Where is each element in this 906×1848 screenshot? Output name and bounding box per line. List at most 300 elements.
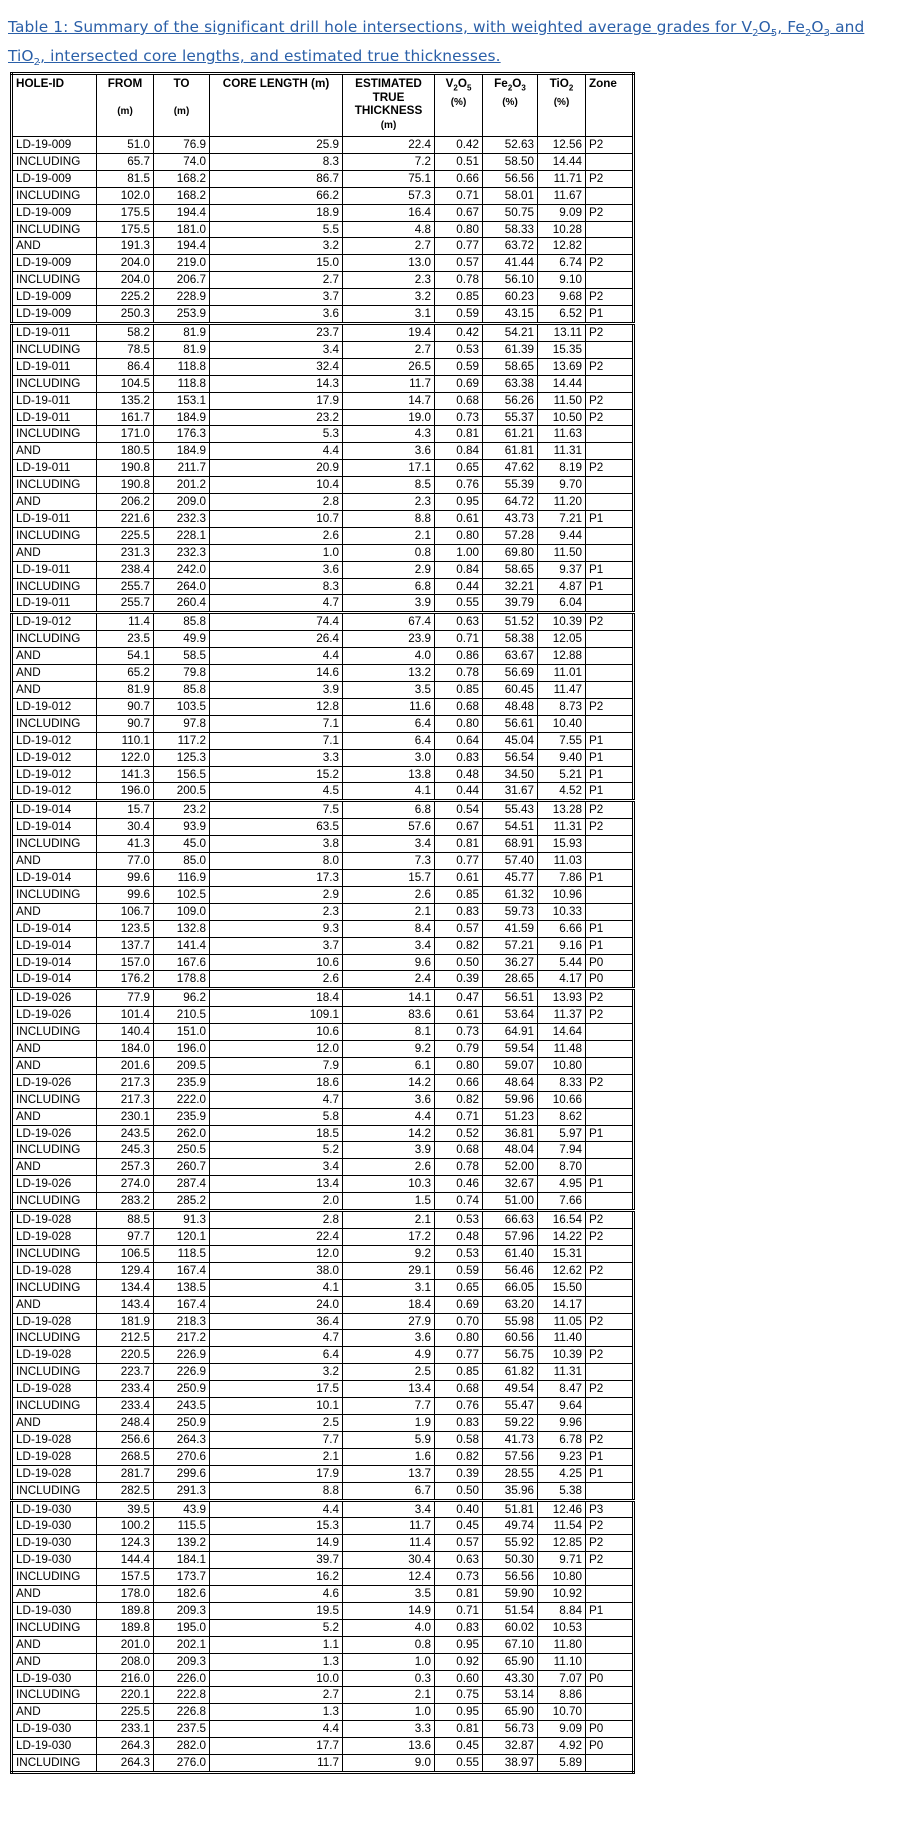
cell-est-thickness: 3.5: [343, 1586, 435, 1603]
cell-hole-id: LD-19-011: [12, 323, 97, 341]
cell-zone: [586, 853, 634, 870]
cell-fe2o3: 32.87: [483, 1738, 538, 1755]
cell-core-length: 15.0: [210, 255, 343, 272]
cell-from: 100.2: [97, 1518, 154, 1535]
cell-v2o5: 0.57: [435, 920, 483, 937]
cell-fe2o3: 61.81: [483, 443, 538, 460]
cell-tio2: 9.64: [538, 1398, 586, 1415]
cell-from: 135.2: [97, 392, 154, 409]
cell-est-thickness: 3.1: [343, 306, 435, 324]
cell-zone: [586, 1704, 634, 1721]
cell-zone: P2: [586, 1313, 634, 1330]
cell-to: 237.5: [154, 1721, 210, 1738]
cell-to: 226.9: [154, 1364, 210, 1381]
cell-v2o5: 0.48: [435, 1229, 483, 1246]
cell-zone: [586, 1636, 634, 1653]
cell-core-length: 1.3: [210, 1704, 343, 1721]
cell-tio2: 11.03: [538, 853, 586, 870]
cell-hole-id: LD-19-009: [12, 289, 97, 306]
cell-tio2: 9.96: [538, 1414, 586, 1431]
cell-v2o5: 0.42: [435, 137, 483, 154]
cell-zone: [586, 648, 634, 665]
cell-core-length: 17.9: [210, 392, 343, 409]
cell-est-thickness: 2.1: [343, 1687, 435, 1704]
cell-from: 238.4: [97, 561, 154, 578]
cell-hole-id: LD-19-011: [12, 595, 97, 613]
cell-tio2: 11.40: [538, 1330, 586, 1347]
cell-fe2o3: 59.54: [483, 1041, 538, 1058]
cell-zone: [586, 1586, 634, 1603]
cell-to: 222.8: [154, 1687, 210, 1704]
cell-core-length: 2.0: [210, 1193, 343, 1211]
cell-tio2: 9.23: [538, 1448, 586, 1465]
cell-hole-id: LD-19-030: [12, 1670, 97, 1687]
cell-to: 282.0: [154, 1738, 210, 1755]
cell-hole-id: LD-19-026: [12, 989, 97, 1007]
cell-tio2: 11.50: [538, 544, 586, 561]
cell-core-length: 4.4: [210, 1721, 343, 1738]
table-row: [12, 1738, 634, 1755]
cell-tio2: 12.82: [538, 238, 586, 255]
cell-tio2: 9.09: [538, 204, 586, 221]
cell-hole-id: INCLUDING: [12, 1024, 97, 1041]
cell-est-thickness: 1.6: [343, 1448, 435, 1465]
cell-fe2o3: 55.39: [483, 477, 538, 494]
cell-to: 120.1: [154, 1229, 210, 1246]
cell-tio2: 12.05: [538, 631, 586, 648]
table-row: [12, 510, 634, 527]
cell-zone: [586, 1142, 634, 1159]
cell-hole-id: AND: [12, 1041, 97, 1058]
cell-core-length: 36.4: [210, 1313, 343, 1330]
cell-est-thickness: 6.8: [343, 578, 435, 595]
cell-fe2o3: 51.52: [483, 613, 538, 631]
cell-tio2: 9.09: [538, 1721, 586, 1738]
cell-fe2o3: 69.80: [483, 544, 538, 561]
cell-from: 217.3: [97, 1091, 154, 1108]
cell-v2o5: 0.61: [435, 510, 483, 527]
cell-fe2o3: 61.39: [483, 341, 538, 358]
cell-est-thickness: 3.6: [343, 1091, 435, 1108]
cell-to: 49.9: [154, 631, 210, 648]
table-row: [12, 153, 634, 170]
cell-v2o5: 0.53: [435, 1211, 483, 1229]
cell-est-thickness: 75.1: [343, 170, 435, 187]
cell-est-thickness: 2.6: [343, 886, 435, 903]
cell-v2o5: 0.83: [435, 749, 483, 766]
cell-v2o5: 0.76: [435, 477, 483, 494]
cell-tio2: 11.48: [538, 1041, 586, 1058]
cell-from: 171.0: [97, 426, 154, 443]
cell-from: 104.5: [97, 375, 154, 392]
cell-to: 270.6: [154, 1448, 210, 1465]
cell-tio2: 9.71: [538, 1552, 586, 1569]
cell-hole-id: INCLUDING: [12, 272, 97, 289]
cell-to: 195.0: [154, 1619, 210, 1636]
cell-fe2o3: 34.50: [483, 766, 538, 783]
cell-hole-id: LD-19-011: [12, 358, 97, 375]
cell-to: 132.8: [154, 920, 210, 937]
cell-zone: [586, 1279, 634, 1296]
cell-tio2: 15.35: [538, 341, 586, 358]
cell-tio2: 11.31: [538, 819, 586, 836]
cell-core-length: 5.3: [210, 426, 343, 443]
cell-tio2: 14.44: [538, 153, 586, 170]
cell-tio2: 11.67: [538, 187, 586, 204]
cell-v2o5: 0.69: [435, 1296, 483, 1313]
cell-v2o5: 0.85: [435, 1364, 483, 1381]
table-row: [12, 869, 634, 886]
cell-core-length: 10.0: [210, 1670, 343, 1687]
cell-from: 81.9: [97, 682, 154, 699]
cell-v2o5: 0.73: [435, 1569, 483, 1586]
cell-fe2o3: 52.63: [483, 137, 538, 154]
cell-est-thickness: 11.6: [343, 698, 435, 715]
cell-est-thickness: 3.4: [343, 836, 435, 853]
table-row: [12, 1330, 634, 1347]
cell-v2o5: 0.82: [435, 937, 483, 954]
cell-fe2o3: 60.56: [483, 1330, 538, 1347]
cell-fe2o3: 54.21: [483, 323, 538, 341]
cell-tio2: 8.47: [538, 1381, 586, 1398]
cell-from: 90.7: [97, 698, 154, 715]
cell-v2o5: 0.86: [435, 648, 483, 665]
cell-v2o5: 0.73: [435, 409, 483, 426]
cell-to: 206.7: [154, 272, 210, 289]
cell-from: 221.6: [97, 510, 154, 527]
cell-core-length: 3.9: [210, 682, 343, 699]
cell-est-thickness: 14.2: [343, 1125, 435, 1142]
cell-hole-id: LD-19-011: [12, 561, 97, 578]
table-row: [12, 1229, 634, 1246]
cell-fe2o3: 28.65: [483, 971, 538, 989]
cell-est-thickness: 2.1: [343, 527, 435, 544]
cell-from: 124.3: [97, 1535, 154, 1552]
cell-hole-id: INCLUDING: [12, 1364, 97, 1381]
cell-tio2: 5.97: [538, 1125, 586, 1142]
cell-from: 175.5: [97, 204, 154, 221]
cell-v2o5: 0.81: [435, 1586, 483, 1603]
cell-fe2o3: 57.56: [483, 1448, 538, 1465]
cell-est-thickness: 0.3: [343, 1670, 435, 1687]
cell-est-thickness: 26.5: [343, 358, 435, 375]
cell-core-length: 12.0: [210, 1041, 343, 1058]
table-row: [12, 426, 634, 443]
cell-from: 257.3: [97, 1159, 154, 1176]
cell-hole-id: LD-19-009: [12, 306, 97, 324]
cell-to: 173.7: [154, 1569, 210, 1586]
table-row: [12, 989, 634, 1007]
table-row: [12, 1245, 634, 1262]
cell-from: 58.2: [97, 323, 154, 341]
cell-hole-id: LD-19-014: [12, 920, 97, 937]
cell-zone: P2: [586, 613, 634, 631]
cell-fe2o3: 63.38: [483, 375, 538, 392]
cell-est-thickness: 14.7: [343, 392, 435, 409]
cell-tio2: 15.31: [538, 1245, 586, 1262]
cell-hole-id: LD-19-014: [12, 801, 97, 819]
cell-tio2: 4.87: [538, 578, 586, 595]
cell-fe2o3: 61.32: [483, 886, 538, 903]
table-row: [12, 1041, 634, 1058]
cell-fe2o3: 55.92: [483, 1535, 538, 1552]
cell-zone: [586, 426, 634, 443]
cell-from: 122.0: [97, 749, 154, 766]
cell-zone: P0: [586, 971, 634, 989]
cell-zone: P1: [586, 732, 634, 749]
cell-core-length: 13.4: [210, 1176, 343, 1193]
cell-hole-id: AND: [12, 1653, 97, 1670]
cell-from: 65.2: [97, 665, 154, 682]
cell-to: 117.2: [154, 732, 210, 749]
cell-core-length: 2.1: [210, 1448, 343, 1465]
cell-tio2: 10.33: [538, 903, 586, 920]
cell-from: 137.7: [97, 937, 154, 954]
cell-v2o5: 0.59: [435, 358, 483, 375]
cell-est-thickness: 3.9: [343, 1142, 435, 1159]
cell-from: 243.5: [97, 1125, 154, 1142]
table-row: [12, 306, 634, 324]
table-row: [12, 289, 634, 306]
cell-v2o5: 0.81: [435, 836, 483, 853]
cell-v2o5: 0.81: [435, 1721, 483, 1738]
cell-hole-id: LD-19-012: [12, 783, 97, 801]
cell-to: 250.5: [154, 1142, 210, 1159]
cell-est-thickness: 29.1: [343, 1262, 435, 1279]
cell-fe2o3: 61.82: [483, 1364, 538, 1381]
cell-core-length: 4.7: [210, 1330, 343, 1347]
cell-hole-id: AND: [12, 1414, 97, 1431]
cell-hole-id: AND: [12, 903, 97, 920]
cell-to: 178.8: [154, 971, 210, 989]
cell-hole-id: LD-19-012: [12, 766, 97, 783]
cell-to: 167.4: [154, 1296, 210, 1313]
intersections-table-wrapper: [10, 72, 635, 1774]
cell-core-length: 3.7: [210, 289, 343, 306]
cell-hole-id: LD-19-030: [12, 1738, 97, 1755]
cell-zone: P2: [586, 1211, 634, 1229]
cell-tio2: 10.28: [538, 221, 586, 238]
cell-fe2o3: 45.04: [483, 732, 538, 749]
cell-zone: P2: [586, 409, 634, 426]
cell-est-thickness: 9.0: [343, 1755, 435, 1773]
cell-hole-id: LD-19-028: [12, 1313, 97, 1330]
cell-core-length: 3.6: [210, 561, 343, 578]
cell-core-length: 3.6: [210, 306, 343, 324]
cell-v2o5: 0.61: [435, 869, 483, 886]
cell-core-length: 9.3: [210, 920, 343, 937]
header-v2o5: $V_2O_5$ (%): [435, 74, 483, 137]
cell-to: 97.8: [154, 715, 210, 732]
cell-v2o5: 0.95: [435, 494, 483, 511]
cell-zone: [586, 1057, 634, 1074]
cell-from: 144.4: [97, 1552, 154, 1569]
cell-v2o5: 0.45: [435, 1518, 483, 1535]
table-row: [12, 1500, 634, 1518]
table-row: [12, 238, 634, 255]
table-row: [12, 544, 634, 561]
cell-fe2o3: 51.81: [483, 1500, 538, 1518]
cell-zone: P1: [586, 578, 634, 595]
cell-v2o5: 0.71: [435, 1602, 483, 1619]
cell-v2o5: 0.75: [435, 1687, 483, 1704]
cell-hole-id: LD-19-012: [12, 613, 97, 631]
cell-from: 101.4: [97, 1007, 154, 1024]
cell-hole-id: AND: [12, 1057, 97, 1074]
cell-est-thickness: 4.0: [343, 1619, 435, 1636]
cell-fe2o3: 51.54: [483, 1602, 538, 1619]
cell-to: 260.4: [154, 595, 210, 613]
cell-from: 77.9: [97, 989, 154, 1007]
cell-v2o5: 0.80: [435, 715, 483, 732]
cell-hole-id: AND: [12, 853, 97, 870]
cell-tio2: 9.37: [538, 561, 586, 578]
cell-tio2: 6.04: [538, 595, 586, 613]
table-row: [12, 1262, 634, 1279]
cell-to: 200.5: [154, 783, 210, 801]
cell-v2o5: 0.68: [435, 1142, 483, 1159]
cell-hole-id: INCLUDING: [12, 1619, 97, 1636]
cell-to: 210.5: [154, 1007, 210, 1024]
cell-zone: P2: [586, 1381, 634, 1398]
cell-hole-id: AND: [12, 1108, 97, 1125]
cell-core-length: 14.3: [210, 375, 343, 392]
cell-to: 96.2: [154, 989, 210, 1007]
table-row: [12, 527, 634, 544]
cell-hole-id: LD-19-011: [12, 392, 97, 409]
table-row: [12, 783, 634, 801]
cell-fe2o3: 56.46: [483, 1262, 538, 1279]
table-row: [12, 272, 634, 289]
cell-tio2: 13.93: [538, 989, 586, 1007]
cell-est-thickness: 14.9: [343, 1602, 435, 1619]
cell-tio2: 10.80: [538, 1057, 586, 1074]
cell-v2o5: 0.47: [435, 989, 483, 1007]
cell-core-length: 10.6: [210, 954, 343, 971]
cell-v2o5: 0.66: [435, 170, 483, 187]
cell-zone: P2: [586, 801, 634, 819]
cell-tio2: 7.21: [538, 510, 586, 527]
cell-to: 153.1: [154, 392, 210, 409]
table-row: [12, 392, 634, 409]
cell-v2o5: 0.46: [435, 1176, 483, 1193]
cell-hole-id: INCLUDING: [12, 1755, 97, 1773]
cell-fe2o3: 60.02: [483, 1619, 538, 1636]
cell-core-length: 3.4: [210, 341, 343, 358]
cell-fe2o3: 47.62: [483, 460, 538, 477]
cell-est-thickness: 1.9: [343, 1414, 435, 1431]
cell-hole-id: LD-19-014: [12, 937, 97, 954]
cell-fe2o3: 58.50: [483, 153, 538, 170]
cell-from: 206.2: [97, 494, 154, 511]
cell-zone: [586, 443, 634, 460]
cell-v2o5: 0.53: [435, 1245, 483, 1262]
cell-core-length: 11.7: [210, 1755, 343, 1773]
cell-from: 201.6: [97, 1057, 154, 1074]
cell-core-length: 8.8: [210, 1482, 343, 1500]
cell-to: 219.0: [154, 255, 210, 272]
cell-tio2: 7.55: [538, 732, 586, 749]
cell-zone: P1: [586, 869, 634, 886]
cell-core-length: 3.2: [210, 1364, 343, 1381]
cell-zone: [586, 1296, 634, 1313]
cell-to: 228.9: [154, 289, 210, 306]
cell-zone: P1: [586, 937, 634, 954]
cell-est-thickness: 2.3: [343, 272, 435, 289]
cell-est-thickness: 5.9: [343, 1431, 435, 1448]
table-row: [12, 477, 634, 494]
cell-fe2o3: 68.91: [483, 836, 538, 853]
cell-v2o5: 0.63: [435, 613, 483, 631]
cell-core-length: 2.6: [210, 971, 343, 989]
cell-core-length: 66.2: [210, 187, 343, 204]
cell-tio2: 8.70: [538, 1159, 586, 1176]
cell-tio2: 7.07: [538, 1670, 586, 1687]
cell-tio2: 11.50: [538, 392, 586, 409]
cell-hole-id: LD-19-030: [12, 1500, 97, 1518]
cell-v2o5: 0.80: [435, 527, 483, 544]
cell-tio2: 6.74: [538, 255, 586, 272]
cell-to: 168.2: [154, 170, 210, 187]
cell-from: 123.5: [97, 920, 154, 937]
cell-fe2o3: 57.21: [483, 937, 538, 954]
cell-tio2: 12.62: [538, 1262, 586, 1279]
table-row: [12, 903, 634, 920]
cell-core-length: 5.2: [210, 1619, 343, 1636]
cell-tio2: 15.50: [538, 1279, 586, 1296]
cell-from: 140.4: [97, 1024, 154, 1041]
cell-zone: [586, 272, 634, 289]
cell-tio2: 11.20: [538, 494, 586, 511]
cell-to: 125.3: [154, 749, 210, 766]
cell-v2o5: 0.59: [435, 306, 483, 324]
cell-zone: P2: [586, 1518, 634, 1535]
cell-v2o5: 0.83: [435, 1619, 483, 1636]
cell-est-thickness: 9.6: [343, 954, 435, 971]
cell-fe2o3: 61.40: [483, 1245, 538, 1262]
cell-fe2o3: 32.67: [483, 1176, 538, 1193]
cell-zone: [586, 1245, 634, 1262]
cell-from: 161.7: [97, 409, 154, 426]
table-row: [12, 1448, 634, 1465]
cell-from: 90.7: [97, 715, 154, 732]
cell-est-thickness: 2.7: [343, 341, 435, 358]
table-row: [12, 698, 634, 715]
cell-est-thickness: 4.3: [343, 426, 435, 443]
cell-v2o5: 0.67: [435, 204, 483, 221]
cell-v2o5: 0.66: [435, 1074, 483, 1091]
cell-from: 282.5: [97, 1482, 154, 1500]
cell-fe2o3: 43.73: [483, 510, 538, 527]
table-row: [12, 1279, 634, 1296]
cell-to: 45.0: [154, 836, 210, 853]
cell-hole-id: LD-19-011: [12, 409, 97, 426]
cell-hole-id: AND: [12, 1586, 97, 1603]
cell-v2o5: 0.44: [435, 783, 483, 801]
cell-est-thickness: 3.5: [343, 682, 435, 699]
cell-from: 39.5: [97, 1500, 154, 1518]
cell-v2o5: 0.73: [435, 1024, 483, 1041]
cell-fe2o3: 57.40: [483, 853, 538, 870]
cell-core-length: 63.5: [210, 819, 343, 836]
cell-v2o5: 0.67: [435, 819, 483, 836]
cell-core-length: 19.5: [210, 1602, 343, 1619]
cell-to: 262.0: [154, 1125, 210, 1142]
cell-hole-id: AND: [12, 665, 97, 682]
cell-tio2: 9.44: [538, 527, 586, 544]
table-row: [12, 1381, 634, 1398]
cell-v2o5: 0.68: [435, 1381, 483, 1398]
